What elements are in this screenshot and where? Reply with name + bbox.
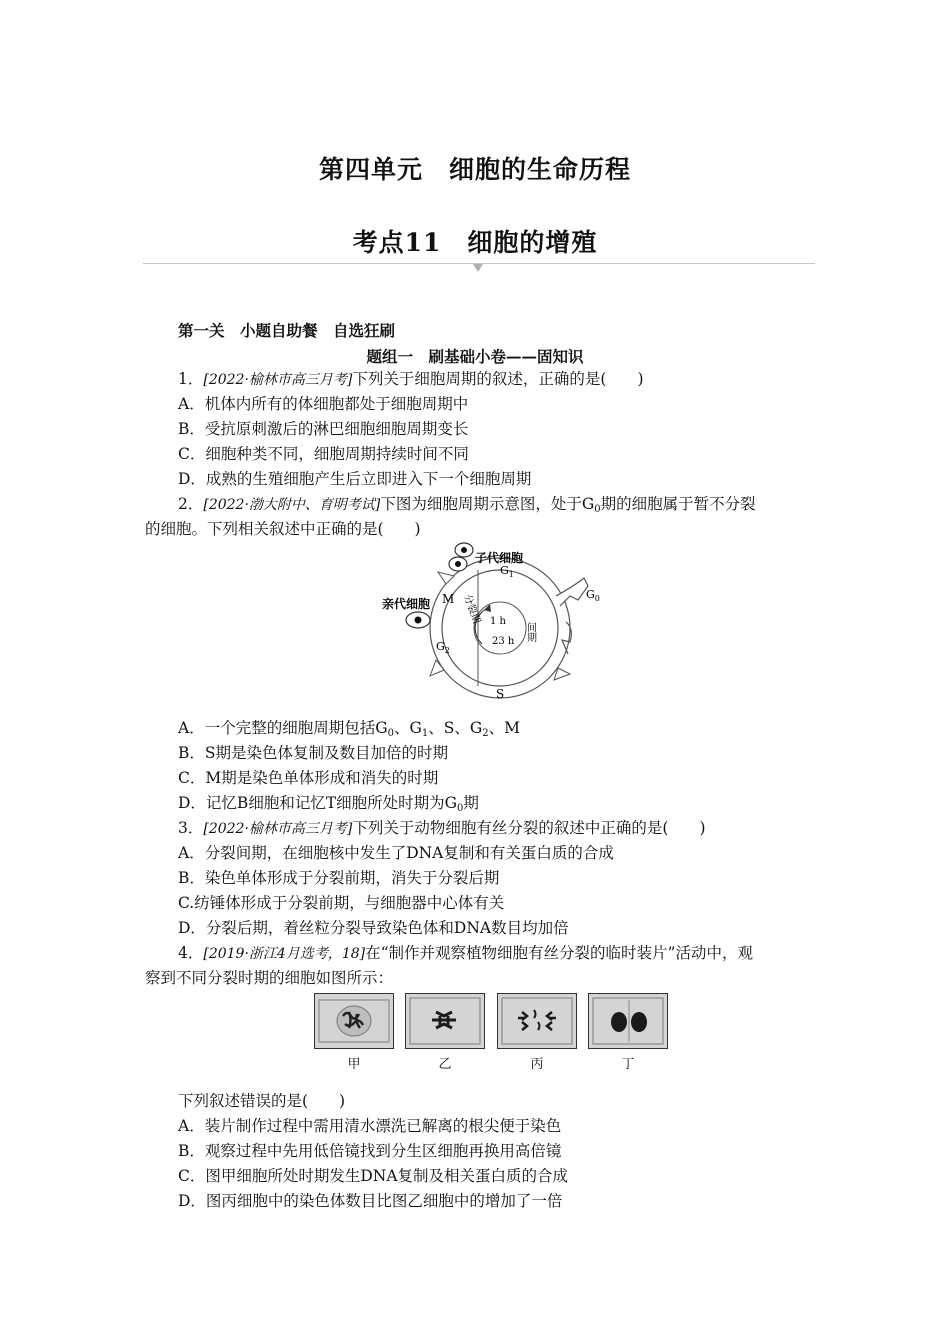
ring-arrowhead	[438, 572, 454, 584]
micrograph-image	[315, 994, 393, 1048]
nucleus-icon	[461, 547, 467, 553]
topic-title: 考点11 细胞的增殖	[352, 228, 598, 257]
label-division-phase: 分裂期	[461, 593, 482, 626]
micrograph-yi	[405, 993, 485, 1049]
q1-option-a: A．机体内所有的体细胞都处于细胞周期中	[178, 395, 469, 413]
question-3-stem	[178, 818, 706, 839]
unit-title: 第四单元 细胞的生命历程	[318, 155, 631, 184]
micrograph-image	[498, 994, 576, 1048]
q2-option-d: D．记忆B细胞和记忆T细胞所处时期为$G_0$期	[178, 794, 479, 814]
micrograph-label-bing: 丙	[530, 1057, 544, 1072]
question-text: 在“制作并观察植物细胞有丝分裂的临时装片”活动中，观	[365, 944, 753, 962]
question-4-prompt: 下列叙述错误的是( )	[178, 1092, 346, 1110]
g0-branch-arrow	[556, 578, 588, 606]
micrograph-jia	[314, 993, 394, 1049]
question-number: 3．	[178, 819, 204, 837]
label-parent-cell: 亲代细胞	[382, 597, 431, 611]
micrograph-label-jia: 甲	[347, 1057, 361, 1072]
question-number: 4．	[178, 944, 204, 962]
inner-ring-edge	[442, 570, 558, 686]
micrograph-image	[406, 994, 484, 1048]
question-2-stem-line2: 的细胞。下列相关叙述中正确的是( )	[145, 520, 421, 538]
question-text: 下列关于细胞周期的叙述，正确的是( )	[352, 370, 644, 388]
label-interphase: 间期	[524, 622, 536, 642]
q2-option-a: A．一个完整的细胞周期包括$G_0$、$G_1$、S、$G_2$、M	[178, 719, 520, 739]
micrograph-label-yi: 乙	[438, 1057, 452, 1072]
label-23h: 23 h	[492, 636, 515, 647]
question-source: [2019·浙江4月选考，18]	[203, 946, 366, 962]
q1-option-d: D．成熟的生殖细胞产生后立即进入下一个细胞周期	[178, 470, 532, 488]
q4-option-c: C．图甲细胞所处时期发生DNA复制及相关蛋白质的合成	[178, 1167, 569, 1185]
question-text-cont: 期的细胞属于暂不分裂	[600, 495, 756, 513]
question-source: [2022·榆林市高三月考]	[203, 821, 353, 837]
question-source: [2022·榆林市高三月考]	[203, 372, 353, 388]
section-title: 第一关 小题自助餐 自选狂刷	[178, 321, 396, 340]
question-source: [2022·渤大附中、育明考试]	[203, 497, 381, 513]
q1-option-b: B．受抗原刺激后的淋巴细胞细胞周期变长	[178, 420, 469, 438]
nucleus-icon	[415, 617, 422, 624]
question-4-stem-line2: 察到不同分裂时期的细胞如图所示：	[145, 969, 394, 987]
nucleus-icon	[455, 561, 461, 567]
question-4-stem	[178, 943, 753, 964]
q4-option-b: B．观察过程中先用低倍镜找到分生区细胞再换用高倍镜	[178, 1142, 562, 1160]
label-s: S	[496, 687, 505, 701]
divider-arrow-icon	[473, 264, 483, 272]
cell-cycle-diagram	[378, 540, 610, 706]
group-title: 题组一 刷基础小卷——固知识	[366, 347, 584, 366]
q3-option-c: C.纺锤体形成于分裂前期，与细胞器中心体有关	[178, 894, 505, 912]
q3-option-d: D．分裂后期，着丝粒分裂导致染色体和DNA数目均加倍	[178, 919, 569, 937]
label-1h: 1 h	[490, 616, 506, 627]
label-daughter-cells: 子代细胞	[475, 551, 524, 565]
question-1-stem	[178, 369, 644, 390]
micrograph-label-ding: 丁	[621, 1057, 635, 1072]
micrograph-bing	[497, 993, 577, 1049]
micrograph-image	[589, 994, 667, 1048]
label-m: M	[442, 592, 455, 606]
micrograph-ding	[588, 993, 668, 1049]
label-g0: $G_0$	[586, 588, 600, 603]
q4-option-d: D．图丙细胞中的染色体数目比图乙细胞中的增加了一倍	[178, 1192, 563, 1210]
question-2-stem	[178, 494, 756, 515]
q1-option-c: C．细胞种类不同，细胞周期持续时间不同	[178, 445, 469, 463]
q2-option-b: B．S期是染色体复制及数目加倍的时期	[178, 744, 449, 762]
q3-option-b: B．染色单体形成于分裂前期，消失于分裂后期	[178, 869, 500, 887]
question-text: 下列关于动物细胞有丝分裂的叙述中正确的是( )	[352, 819, 706, 837]
q4-option-a: A．装片制作过程中需用清水漂洗已解离的根尖便于染色	[178, 1117, 562, 1135]
question-number: 2．	[178, 495, 204, 513]
question-text: 下图为细胞周期示意图，处于G	[380, 495, 595, 513]
question-number: 1．	[178, 370, 204, 388]
q2-option-c: C．M期是染色单体形成和消失的时期	[178, 769, 439, 787]
subscript: 0	[594, 504, 601, 515]
q3-option-a: A．分裂间期，在细胞核中发生了DNA复制和有关蛋白质的合成	[178, 844, 614, 862]
label-g1: $G_1$	[500, 564, 514, 579]
label-g2: $G_2$	[436, 640, 450, 655]
ring-arrowhead	[430, 660, 444, 676]
